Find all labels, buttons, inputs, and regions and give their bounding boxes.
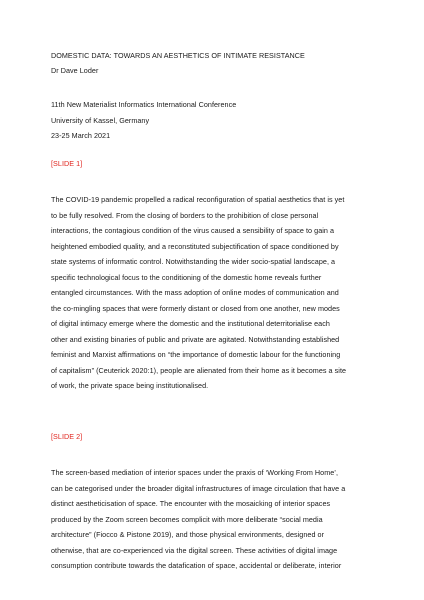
conference-name: 11th New Materialist Informatics International Conference bbox=[51, 100, 237, 109]
paragraph-line: heightened embodied quality, and a reconstituted subjectification of space conditioned by bbox=[51, 241, 339, 251]
paragraph-line: The COVID-19 pandemic propelled a radical reconfiguration of spatial aesthetics that is yet bbox=[51, 195, 345, 204]
conference-venue: University of Kassel, Germany bbox=[51, 115, 150, 125]
conference-info bbox=[51, 97, 373, 144]
paragraph-line: consumption contribute towards the datafication of space, accidental or deliberate, interior bbox=[51, 561, 342, 570]
paragraph-line: other and existing binaries of public and private are agitated. Notwithstanding established bbox=[51, 334, 340, 344]
paragraph-line: interactions, the contagious condition of the virus caused a sensibility of space to gain a bbox=[51, 226, 335, 235]
paragraph-slide-1 bbox=[51, 192, 373, 394]
slide-label: [SLIDE 2] bbox=[51, 432, 83, 441]
paragraph-line: to be fully resolved. From the closing of borders to the prohibition of close personal bbox=[51, 210, 319, 220]
paragraph-line: can be categorised under the broader digital infrastructures of image circulation that have a bbox=[51, 483, 346, 493]
paragraph-line: entangled circumstances. With the mass adoption of online modes of communication and bbox=[51, 288, 339, 297]
paragraph-line: specific technological focus to the conditioning of the domestic home reveals further bbox=[51, 272, 322, 282]
paragraph-line: The screen-based mediation of interior spaces under the praxis of ‘Working From Home’, bbox=[51, 468, 339, 477]
paragraph-line: the co-mingling spaces that were formerly distant or closed from one another, new modes bbox=[51, 303, 340, 313]
document-author: Dr Dave Loder bbox=[51, 66, 99, 75]
paragraph-line: architecture” (Fiocco & Pistone 2019), and those physical environments, designed or bbox=[51, 530, 325, 539]
paragraph-line: feminist and Marxist affirmations on “the importance of domestic labour for the functioning bbox=[51, 350, 341, 359]
slide-label: [SLIDE 1] bbox=[51, 159, 83, 168]
paragraph-line: of work, the private space being institutionalised. bbox=[51, 381, 209, 390]
paragraph-slide-2 bbox=[51, 465, 373, 574]
document-title: DOMESTIC DATA: TOWARDS AN AESTHETICS OF INTIMATE RESISTANCE bbox=[51, 50, 305, 60]
document-header bbox=[51, 48, 373, 79]
paragraph-line: produced by the Zoom screen becomes complicit with more deliberate “social media bbox=[51, 514, 323, 524]
paragraph-line: otherwise, that are co-experienced via the digital screen. These activities of digital image bbox=[51, 545, 338, 555]
slide-marker-2 bbox=[51, 429, 373, 445]
paragraph-line: of capitalism” (Ceuterick 2020:1), people are alienated from their home as it becomes a site bbox=[51, 365, 347, 375]
paragraph-line: of digital intimacy emerge where the domestic and the institutional deterritorialise each bbox=[51, 319, 330, 328]
conference-dates: 23-25 March 2021 bbox=[51, 131, 111, 140]
paragraph-line: distinct aestheticisation of space. The encounter with the mosaicking of interior spaces bbox=[51, 499, 331, 508]
slide-marker-1 bbox=[51, 156, 373, 172]
paragraph-line: state systems of informatic control. Notwithstanding the wider socio-spatial landscape, a bbox=[51, 257, 336, 266]
